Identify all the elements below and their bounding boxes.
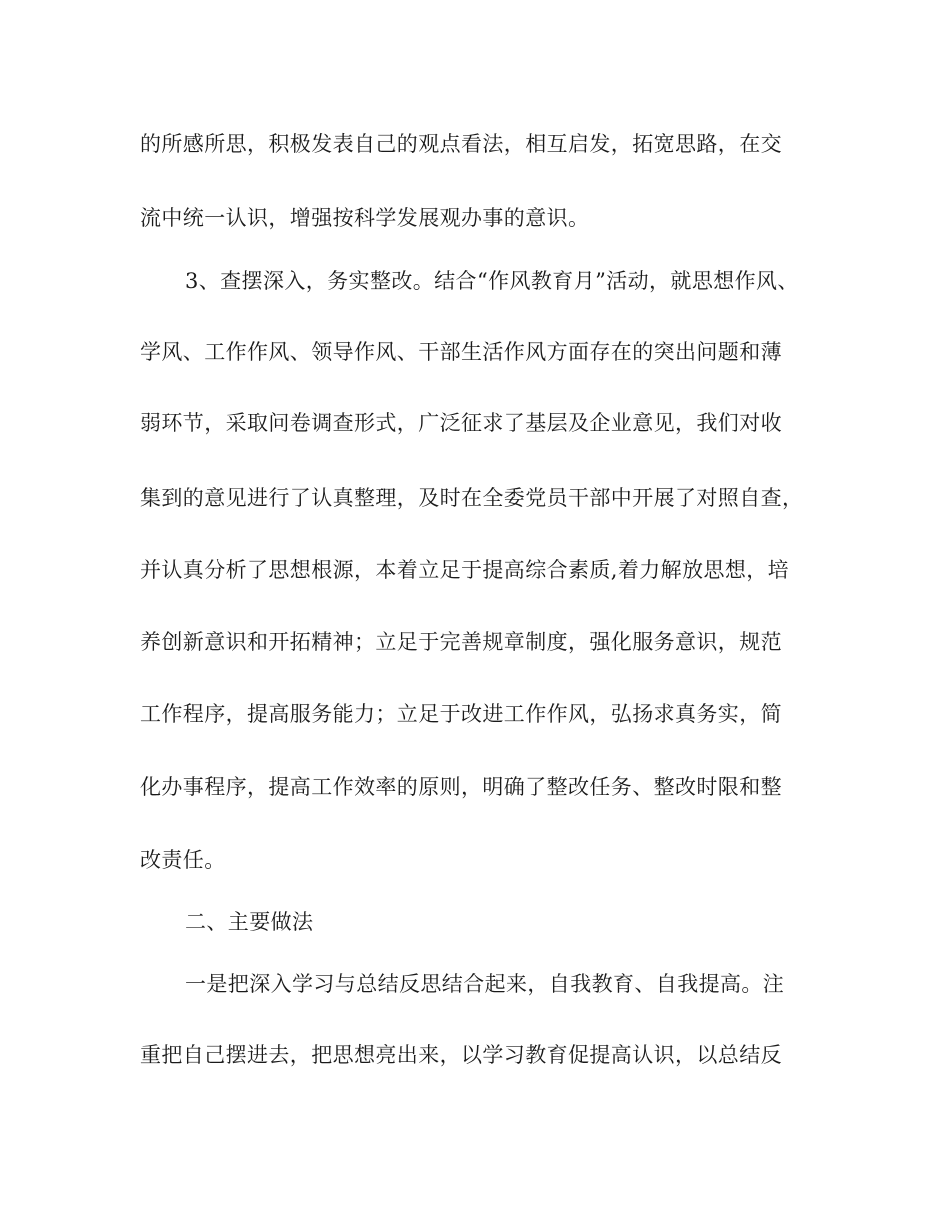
paragraph-line: 集到的意见进行了认真整理，及时在全委党员干部中开展了对照自查， [140, 486, 804, 510]
section-heading: 二、主要做法 [185, 910, 314, 934]
paragraph-line: 3、查摆深入，务实整改。结合“作风教育月”活动，就思想作风、 [185, 269, 799, 293]
paragraph-line: 一是把深入学习与总结反思结合起来，自我教育、自我提高。注 [185, 972, 785, 996]
paragraph-line: 养创新意识和开拓精神；立足于完善规章制度，强化服务意识，规范 [140, 630, 782, 654]
paragraph-line: 学风、工作作风、领导作风、干部生活作风方面存在的突出问题和薄 [140, 340, 782, 364]
paragraph-line: 化办事程序，提高工作效率的原则，明确了整改任务、整改时限和整 [140, 775, 782, 799]
paragraph-line: 并认真分析了思想根源，本着立足于提高综合素质,着力解放思想，培 [140, 558, 790, 582]
paragraph-line: 弱环节，采取问卷调查形式，广泛征求了基层及企业意见，我们对收 [140, 411, 782, 435]
paragraph-line: 流中统一认识，增强按科学发展观办事的意识。 [140, 206, 590, 230]
paragraph-line: 重把自己摆进去，把思想亮出来，以学习教育促提高认识，以总结反 [140, 1043, 782, 1067]
paragraph-line: 的所感所思，积极发表自己的观点看法，相互启发，拓宽思路，在交 [140, 132, 782, 156]
paragraph-line: 改责任。 [140, 848, 226, 872]
paragraph-line: 工作程序，提高服务能力；立足于改进工作作风，弘扬求真务实，简 [140, 702, 782, 726]
